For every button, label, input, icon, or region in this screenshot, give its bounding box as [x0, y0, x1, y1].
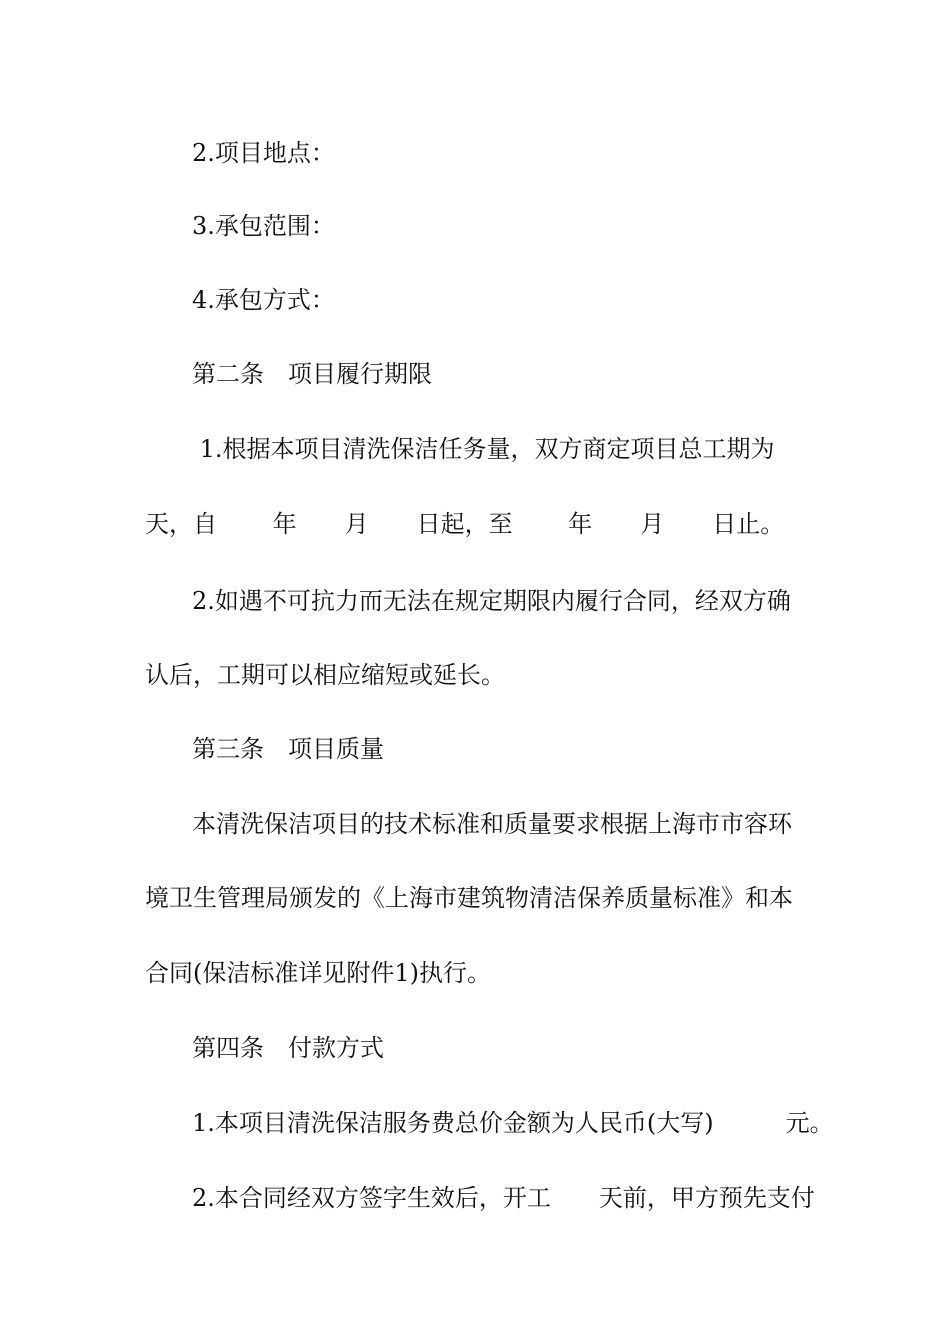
- item-contract-scope: 3.承包范围：: [192, 212, 335, 240]
- paragraph-line: 境卫生管理局颁发的《上海市建筑物清洁保养质量标准》和本: [145, 884, 793, 912]
- item-project-location: 2.项目地点：: [192, 139, 335, 167]
- article-3-heading: 第三条 项目质量: [192, 735, 384, 763]
- paragraph-line: 1.根据本项目清洗保洁任务量，双方商定项目总工期为: [192, 435, 775, 463]
- paragraph-line: 2.本合同经双方签字生效后，开工 天前，甲方预先支付: [192, 1184, 815, 1212]
- paragraph-line: 1.本项目清洗保洁服务费总价金额为人民币(大写) 元。: [192, 1109, 834, 1137]
- article-2-heading: 第二条 项目履行期限: [192, 360, 432, 388]
- paragraph-line: 天，自 年 月 日起，至 年 月 日止。: [145, 510, 785, 538]
- item-contract-method: 4.承包方式：: [192, 286, 335, 314]
- paragraph-line: 2.如遇不可抗力而无法在规定期限内履行合同，经双方确: [192, 587, 791, 615]
- paragraph-line: 认后，工期可以相应缩短或延长。: [145, 661, 505, 689]
- paragraph-line: 本清洗保洁项目的技术标准和质量要求根据上海市市容环: [192, 810, 792, 838]
- article-4-heading: 第四条 付款方式: [192, 1034, 384, 1062]
- paragraph-line: 合同(保洁标准详见附件1)执行。: [145, 959, 491, 987]
